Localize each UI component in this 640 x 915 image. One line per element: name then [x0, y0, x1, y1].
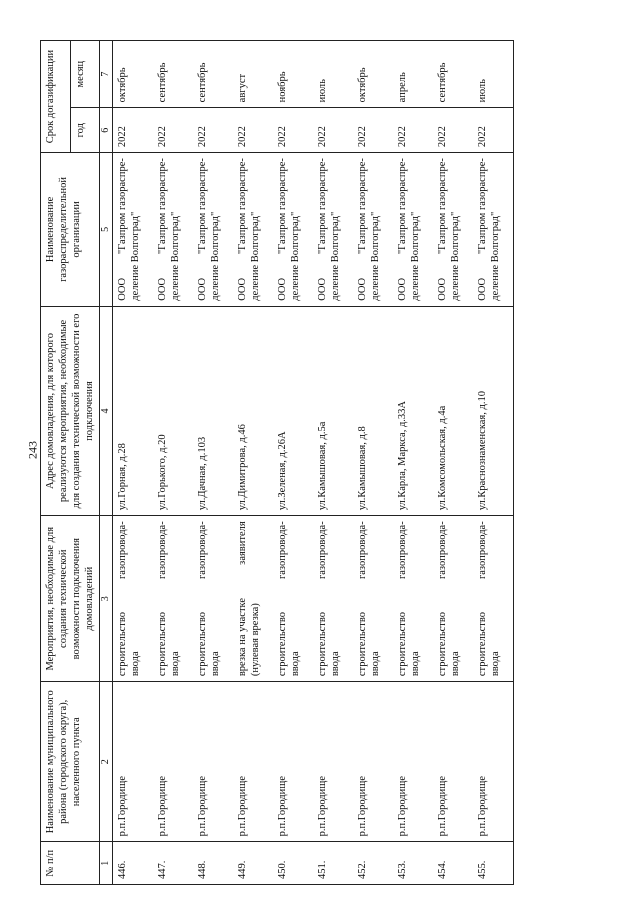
measure-line: газопровода-: [157, 521, 168, 580]
measure-line: ввода: [170, 651, 181, 677]
measure-cell: [313, 516, 353, 682]
table-row: [113, 41, 154, 885]
measure-line: ввода: [450, 651, 461, 677]
row-number: 453.: [393, 842, 433, 885]
month-cell: октябрь: [113, 41, 154, 108]
organization-line: ООО: [157, 277, 168, 301]
organization-line: "Газпром газораспре-: [237, 158, 248, 255]
year-cell: 2022: [233, 108, 273, 153]
organization-line: деление Волгоград": [290, 211, 301, 301]
month-cell: ноябрь: [273, 41, 313, 108]
rotated-table-area: [40, 40, 610, 885]
measure-line: ввода: [290, 651, 301, 677]
measure-line: газопровода-: [437, 521, 448, 580]
organization-cell: [433, 153, 473, 307]
measure-line: строительство: [117, 611, 128, 677]
organization-line: деление Волгоград": [410, 211, 421, 301]
organization-line: "Газпром газораспре-: [437, 158, 448, 255]
measure-line: ввода: [490, 651, 501, 677]
table-row: [233, 41, 273, 885]
measure-line: врезка на участке: [237, 597, 248, 677]
column-numbers-row: [100, 41, 113, 885]
organization-line: "Газпром газораспре-: [117, 158, 128, 255]
table-row: [353, 41, 393, 885]
header-num: № п/п: [41, 842, 100, 885]
month-cell: сентябрь: [433, 41, 473, 108]
measure-line: строительство: [437, 611, 448, 677]
year-cell: 2022: [433, 108, 473, 153]
measure-cell: [193, 516, 233, 682]
organization-cell: [273, 153, 313, 307]
month-cell: август: [233, 41, 273, 108]
month-cell: сентябрь: [153, 41, 193, 108]
measure-line: ввода: [130, 651, 141, 677]
organization-line: "Газпром газораспре-: [477, 158, 488, 255]
measure-line: строительство: [317, 611, 328, 677]
settlement-cell: р.п.Городище: [193, 682, 233, 842]
settlement-cell: р.п.Городище: [273, 682, 313, 842]
settlement-cell: р.п.Городище: [393, 682, 433, 842]
measure-cell: [433, 516, 473, 682]
column-number: 6: [100, 108, 113, 153]
organization-line: "Газпром газораспре-: [357, 158, 368, 255]
row-number: 455.: [473, 842, 514, 885]
row-number: 452.: [353, 842, 393, 885]
column-number: 3: [100, 516, 113, 682]
organization-line: ООО: [117, 277, 128, 301]
measure-line: газопровода-: [477, 521, 488, 580]
measure-line: газопровода-: [277, 521, 288, 580]
measure-line: ввода: [410, 651, 421, 677]
organization-line: "Газпром газораспре-: [317, 158, 328, 255]
measure-line: газопровода-: [397, 521, 408, 580]
organization-line: ООО: [477, 277, 488, 301]
header-address: Адрес домовладения, для которого реализуются мероприятия, необходимые для создания технической возможности его подключения: [41, 306, 100, 516]
measure-line: строительство: [277, 611, 288, 677]
settlement-cell: р.п.Городище: [313, 682, 353, 842]
measure-line: ввода: [370, 651, 381, 677]
organization-line: "Газпром газораспре-: [197, 158, 208, 255]
organization-cell: [313, 153, 353, 307]
table-row: [153, 41, 193, 885]
address-cell: ул.Карла, Маркса, д.33А: [393, 306, 433, 516]
address-cell: ул.Димитрова, д.46: [233, 306, 273, 516]
year-cell: 2022: [113, 108, 154, 153]
column-number: 2: [100, 682, 113, 842]
measure-line: газопровода-: [197, 521, 208, 580]
year-cell: 2022: [473, 108, 514, 153]
column-number: 5: [100, 153, 113, 307]
organization-line: "Газпром газораспре-: [397, 158, 408, 255]
year-cell: 2022: [313, 108, 353, 153]
table-row: [313, 41, 353, 885]
page-number: 243: [25, 441, 40, 459]
measure-line: ввода: [210, 651, 221, 677]
row-number: 450.: [273, 842, 313, 885]
organization-cell: [193, 153, 233, 307]
year-cell: 2022: [393, 108, 433, 153]
row-number: 447.: [153, 842, 193, 885]
measure-cell: [393, 516, 433, 682]
row-number: 454.: [433, 842, 473, 885]
header-settlement: Наименование муниципального района (городского округа), населенного пункта: [41, 682, 100, 842]
settlement-cell: р.п.Городище: [473, 682, 514, 842]
settlement-cell: р.п.Городище: [433, 682, 473, 842]
measure-line: строительство: [197, 611, 208, 677]
column-number: 1: [100, 842, 113, 885]
organization-line: ООО: [357, 277, 368, 301]
month-cell: сентябрь: [193, 41, 233, 108]
settlement-cell: р.п.Городище: [353, 682, 393, 842]
organization-line: ООО: [397, 277, 408, 301]
header-organization: Наименование газораспределительной организации: [41, 153, 100, 307]
row-number: 449.: [233, 842, 273, 885]
year-cell: 2022: [153, 108, 193, 153]
table-row: [393, 41, 433, 885]
organization-cell: [113, 153, 154, 307]
settlement-cell: р.п.Городище: [233, 682, 273, 842]
month-cell: октябрь: [353, 41, 393, 108]
month-cell: апрель: [393, 41, 433, 108]
month-cell: июль: [313, 41, 353, 108]
organization-line: ООО: [197, 277, 208, 301]
organization-line: деление Волгоград": [490, 211, 501, 301]
address-cell: ул.Камышовая, д.8: [353, 306, 393, 516]
organization-line: "Газпром газораспре-: [157, 158, 168, 255]
organization-cell: [153, 153, 193, 307]
measure-line: строительство: [157, 611, 168, 677]
measure-line: газопровода-: [357, 521, 368, 580]
organization-line: деление Волгоград": [250, 211, 261, 301]
column-number: 4: [100, 306, 113, 516]
header-year: год: [70, 108, 100, 153]
measure-cell: [473, 516, 514, 682]
settlement-cell: р.п.Городище: [113, 682, 154, 842]
organization-line: деление Волгоград": [130, 211, 141, 301]
measure-line: строительство: [357, 611, 368, 677]
organization-line: деление Волгоград": [170, 211, 181, 301]
address-cell: ул.Дачная, д.103: [193, 306, 233, 516]
address-cell: ул.Зеленая, д.26А: [273, 306, 313, 516]
address-cell: ул.Камышовая, д.5а: [313, 306, 353, 516]
organization-cell: [393, 153, 433, 307]
year-cell: 2022: [273, 108, 313, 153]
row-number: 451.: [313, 842, 353, 885]
measure-cell: [113, 516, 154, 682]
table-row: [433, 41, 473, 885]
organization-cell: [473, 153, 514, 307]
table-row: [273, 41, 313, 885]
organization-line: деление Волгоград": [450, 211, 461, 301]
gasification-table: [40, 40, 514, 885]
organization-line: ООО: [277, 277, 288, 301]
row-number: 446.: [113, 842, 154, 885]
measure-line: строительство: [397, 611, 408, 677]
table-row: [473, 41, 514, 885]
table-body: [113, 41, 514, 885]
column-number: 7: [100, 41, 113, 108]
organization-line: деление Волгоград": [370, 211, 381, 301]
measure-cell: [153, 516, 193, 682]
organization-cell: [353, 153, 393, 307]
organization-cell: [233, 153, 273, 307]
month-cell: июль: [473, 41, 514, 108]
year-cell: 2022: [353, 108, 393, 153]
measure-cell: [353, 516, 393, 682]
measure-line: ввода: [330, 651, 341, 677]
measure-line: строительство: [477, 611, 488, 677]
address-cell: ул.Горная, д.28: [113, 306, 154, 516]
header-measures: Мероприятия, необходимые для создания технической возможности подключения домовладений: [41, 516, 100, 682]
organization-line: "Газпром газораспре-: [277, 158, 288, 255]
measure-cell: [273, 516, 313, 682]
header-term: Срок догазификации: [41, 41, 71, 153]
address-cell: ул.Краснознаменская, д.10: [473, 306, 514, 516]
address-cell: ул.Комсомольская, д.4а: [433, 306, 473, 516]
measure-line: (нулевая врезка): [250, 603, 261, 677]
organization-line: деление Волгоград": [330, 211, 341, 301]
measure-line: газопровода-: [317, 521, 328, 580]
measure-line: газопровода-: [117, 521, 128, 580]
header-month: месяц: [70, 41, 100, 108]
row-number: 448.: [193, 842, 233, 885]
table-row: [193, 41, 233, 885]
organization-line: деление Волгоград": [210, 211, 221, 301]
organization-line: ООО: [237, 277, 248, 301]
settlement-cell: р.п.Городище: [153, 682, 193, 842]
address-cell: ул.Горького, д.20: [153, 306, 193, 516]
measure-cell: [233, 516, 273, 682]
measure-line: заявителя: [237, 521, 248, 565]
organization-line: ООО: [317, 277, 328, 301]
organization-line: ООО: [437, 277, 448, 301]
year-cell: 2022: [193, 108, 233, 153]
